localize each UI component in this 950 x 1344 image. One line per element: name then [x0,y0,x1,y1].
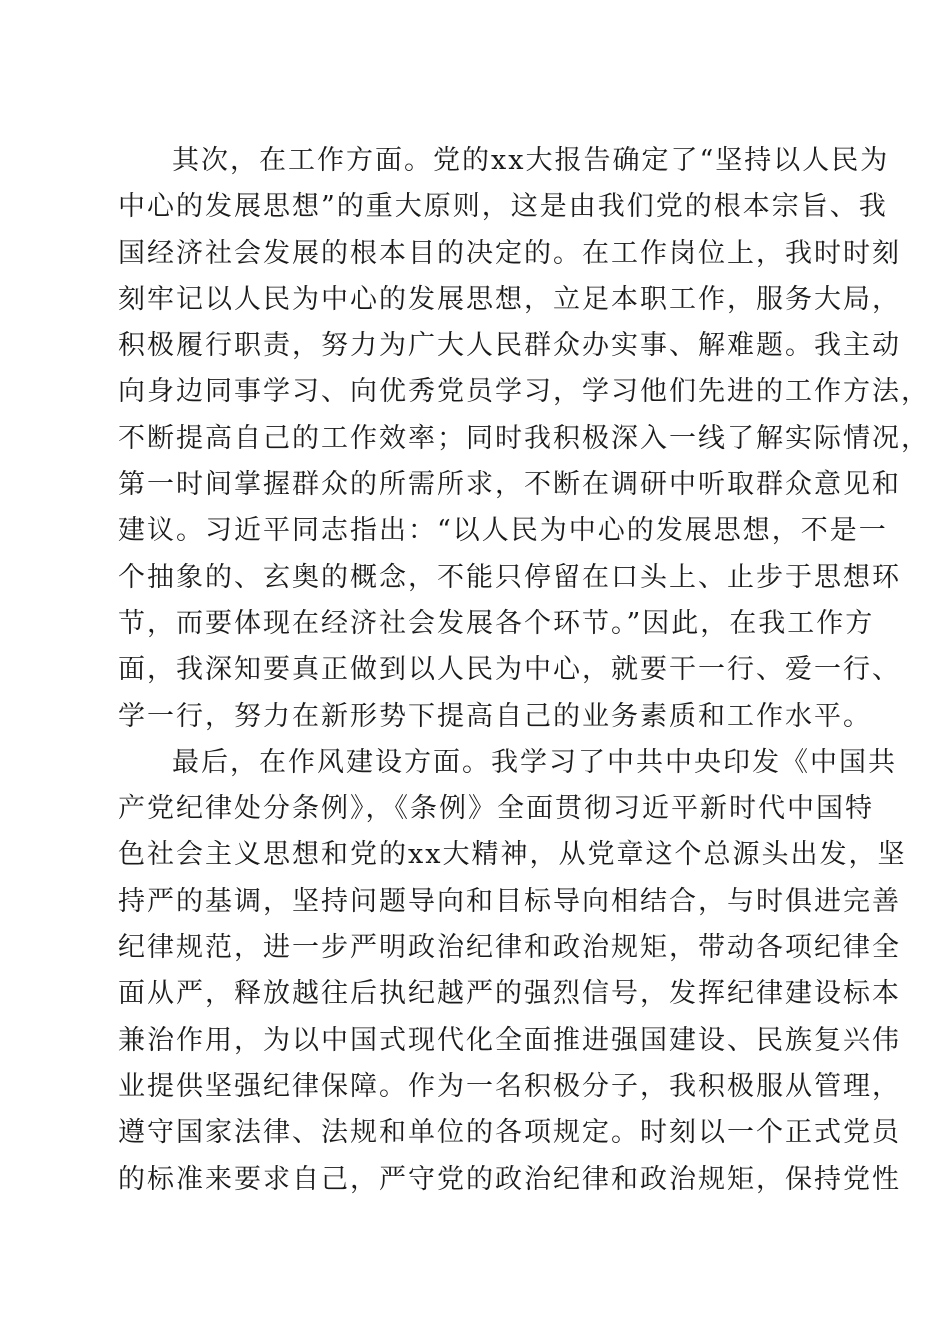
paragraph-2-line-5: 纪律规范，进一步严明政治纪律和政治规矩，带动各项纪律全 [118,932,901,964]
paragraph-2-line-10: 的标准来要求自己，严守党的政治纪律和政治规矩，保持党性 [118,1163,901,1195]
paragraph-1-line-11: 节，而要体现在经济社会发展各个环节。”因此，在我工作方 [118,607,875,639]
paragraph-1-line-6: 向身边同事学习、向优秀党员学习，学习他们先进的工作方法， [118,376,930,408]
paragraph-2-line-8: 业提供坚强纪律保障。作为一名积极分子，我积极服从管理， [118,1070,901,1102]
paragraph-1-line-7: 不断提高自己的工作效率；同时我积极深入一线了解实际情况， [118,422,930,454]
paragraph-2-line-9: 遵守国家法律、法规和单位的各项规定。时刻以一个正式党员 [118,1117,901,1149]
paragraph-2-line-7: 兼治作用，为以中国式现代化全面推进强国建设、民族复兴伟 [118,1024,901,1056]
paragraph-1-line-10: 个抽象的、玄奥的概念，不能只停留在口头上、止步于思想环 [118,561,901,593]
paragraph-2-line-3: 色社会主义思想和党的xx大精神，从党章这个总源头出发，坚 [118,839,907,871]
paragraph-2-line-4: 持严的基调，坚持问题导向和目标导向相结合，与时俱进完善 [118,885,901,917]
paragraph-2-line-2: 产党纪律处分条例》，《条例》全面贯彻习近平新时代中国特 [118,793,874,825]
paragraph-1-line-1: 其次，在工作方面。党的xx大报告确定了“坚持以人民为 [172,145,890,176]
paragraph-1-line-12: 面，我深知要真正做到以人民为中心，就要干一行、爱一行、 [118,654,901,686]
paragraph-2-line-6: 面从严，释放越往后执纪越严的强烈信号，发挥纪律建设标本 [118,978,901,1010]
paragraph-1-line-13: 学一行，努力在新形势下提高自己的业务素质和工作水平。 [118,700,872,732]
paragraph-1-line-2: 中心的发展思想”的重大原则，这是由我们党的根本宗旨、我 [118,191,888,223]
paragraph-1-line-5: 积极履行职责，努力为广大人民群众办实事、解难题。我主动 [118,330,901,362]
paragraph-1-line-4: 刻牢记以人民为中心的发展思想，立足本职工作，服务大局， [118,283,901,315]
paragraph-1-line-9: 建议。习近平同志指出：“以人民为中心的发展思想，不是一 [118,515,888,547]
paragraph-1-line-8: 第一时间掌握群众的所需所求，不断在调研中听取群众意见和 [118,469,901,501]
paragraph-2-line-1: 最后，在作风建设方面。我学习了中共中央印发《中国共 [172,746,897,778]
body-text [118,138,930,1203]
paragraph-1-line-3: 国经济社会发展的根本目的决定的。在工作岗位上，我时时刻 [118,237,901,269]
